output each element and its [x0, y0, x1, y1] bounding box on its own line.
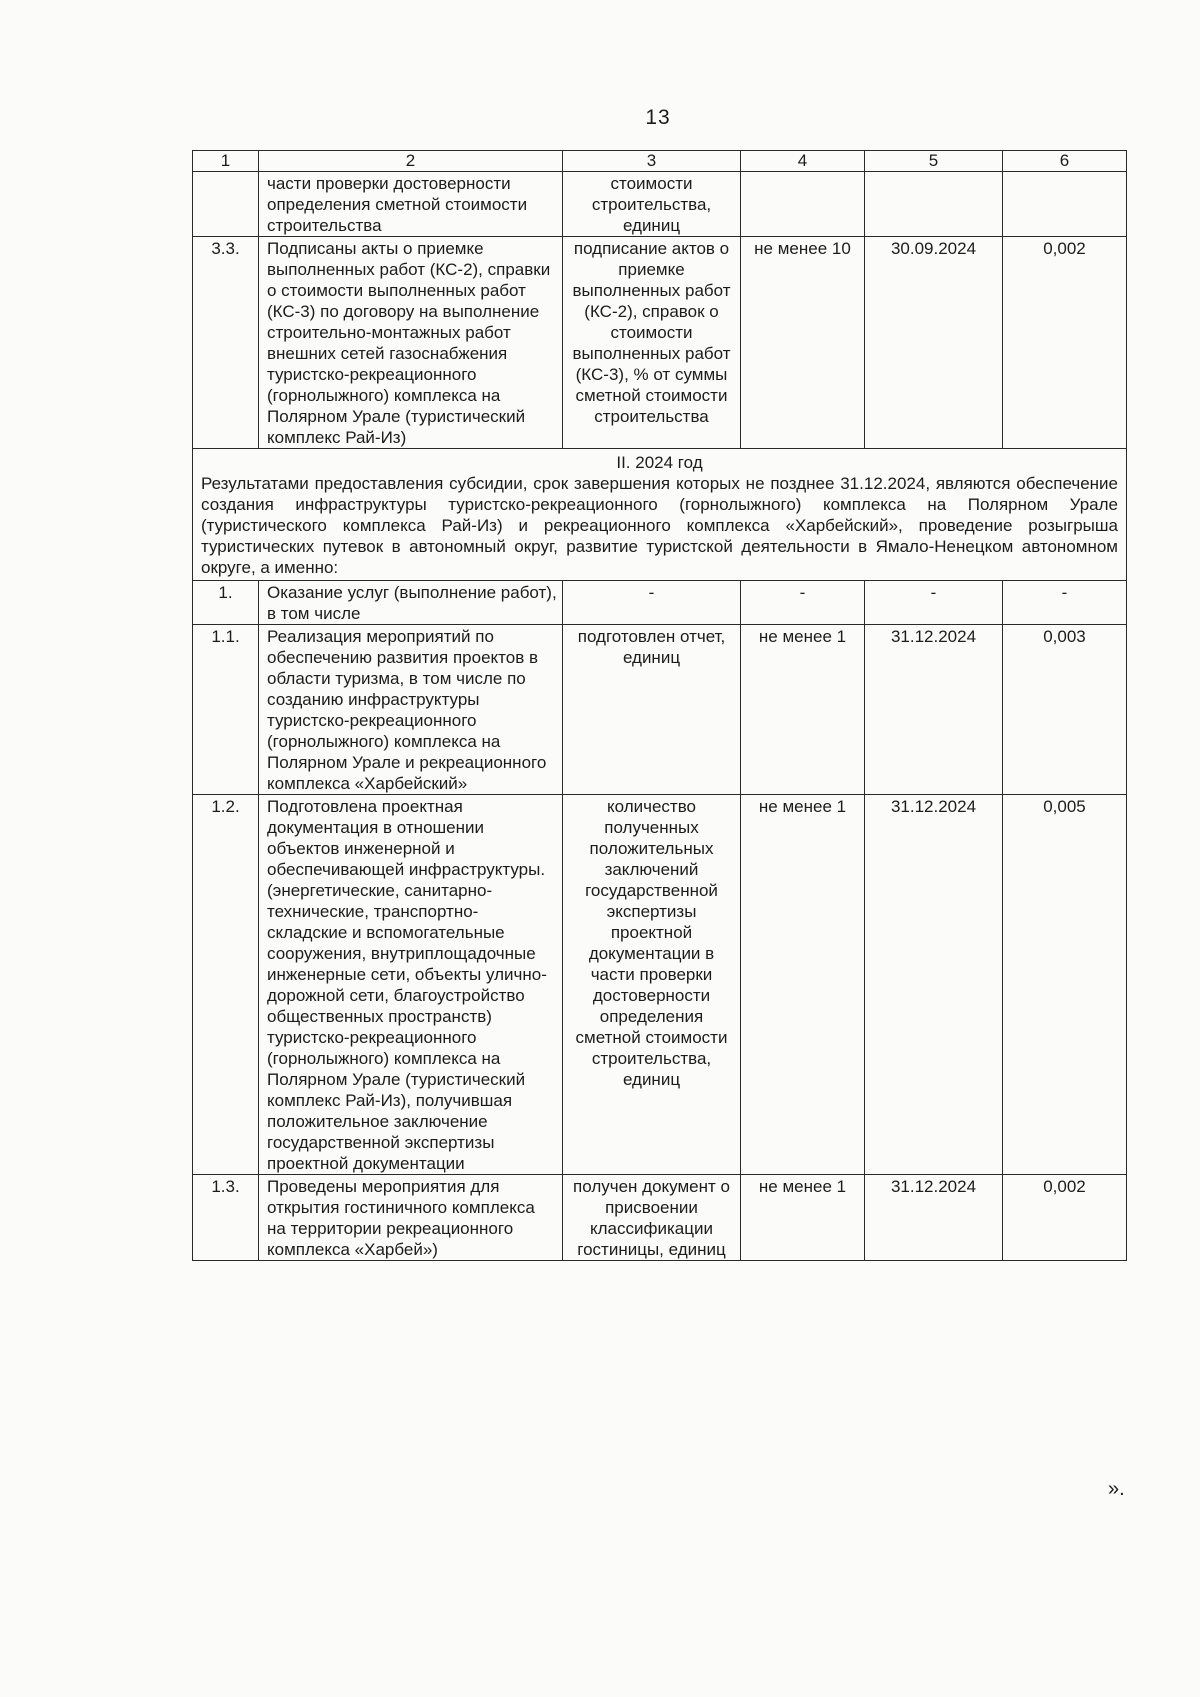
row-number: 1.: [193, 581, 259, 625]
result-text: Подписаны акты о приемке выполненных работ (КС-2), справки о стоимости выполненных работ (КС-3) по договору на выполнение строительно-монтажных работ внешних сетей газоснабжения туристско-рекреационного (горнолыжного) комплекса на Полярном Урале (туристический комплекс Рай-Из): [259, 237, 563, 449]
column-header: 6: [1003, 151, 1127, 172]
target-value: не менее 1: [741, 1175, 865, 1261]
table-row: [193, 237, 1127, 449]
target-value: не менее 10: [741, 237, 865, 449]
weight-value: 0,002: [1003, 1175, 1127, 1261]
weight-value: [1003, 172, 1127, 237]
indicator-text: подписание актов о приемке выполненных работ (КС-2), справок о стоимости выполненных работ (КС-3), % от суммы сметной стоимости строительства: [563, 237, 741, 449]
weight-value: -: [1003, 581, 1127, 625]
target-value: не менее 1: [741, 795, 865, 1175]
row-number: 3.3.: [193, 237, 259, 449]
target-value: [741, 172, 865, 237]
weight-value: 0,002: [1003, 237, 1127, 449]
indicator-text: стоимости строительства, единиц: [563, 172, 741, 237]
deadline-date: 30.09.2024: [865, 237, 1003, 449]
deadline-date: [865, 172, 1003, 237]
table-row: [193, 581, 1127, 625]
weight-value: 0,005: [1003, 795, 1127, 1175]
section-text: Результатами предоставления субсидии, срок завершения которых не позднее 31.12.2024, являются обеспечение создания инфраструктуры туристско-рекреационного (горнолыжного) комплекса на Полярном Урале (туристического комплекса Рай-Из) и рекреационного комплекса «Харбейский», проведение розыгрыша туристических путевок в автономный округ, развитие туристской деятельности в Ямало-Ненецком автономном округе, а именно:: [201, 474, 1118, 577]
section-title: II. 2024 год: [616, 453, 703, 472]
section-cell: [193, 449, 1127, 581]
indicator-text: подготовлен отчет, единиц: [563, 625, 741, 795]
deadline-date: 31.12.2024: [865, 625, 1003, 795]
table-row: [193, 625, 1127, 795]
indicator-text: количество полученных положительных заключений государственной экспертизы проектной документации в части проверки достоверности определения сметной стоимости строительства, единиц: [563, 795, 741, 1175]
column-header: 3: [563, 151, 741, 172]
section-row: [193, 449, 1127, 581]
target-value: не менее 1: [741, 625, 865, 795]
column-header: 5: [865, 151, 1003, 172]
table-row: [193, 795, 1127, 1175]
table-row: [193, 172, 1127, 237]
table-header-row: [193, 151, 1127, 172]
deadline-date: -: [865, 581, 1003, 625]
target-value: -: [741, 581, 865, 625]
closing-quote-mark: ».: [1108, 1478, 1125, 1500]
row-number: 1.1.: [193, 625, 259, 795]
results-table: [192, 150, 1127, 1261]
result-text: Реализация мероприятий по обеспечению развития проектов в области туризма, в том числе по созданию инфраструктуры туристско-рекреационного (горнолыжного) комплекса на Полярном Урале и рекреационного комплекса «Харбейский»: [259, 625, 563, 795]
column-header: 4: [741, 151, 865, 172]
indicator-text: -: [563, 581, 741, 625]
deadline-date: 31.12.2024: [865, 1175, 1003, 1261]
row-number: [193, 172, 259, 237]
row-number: 1.2.: [193, 795, 259, 1175]
table-row: [193, 1175, 1127, 1261]
result-text: Проведены мероприятия для открытия гостиничного комплекса на территории рекреационного комплекса «Харбей»): [259, 1175, 563, 1261]
weight-value: 0,003: [1003, 625, 1127, 795]
result-text: части проверки достоверности определения сметной стоимости строительства: [259, 172, 563, 237]
row-number: 1.3.: [193, 1175, 259, 1261]
result-text: Подготовлена проектная документация в отношении объектов инженерной и обеспечивающей инфраструктуры. (энергетические, санитарно-технические, транспортно-складские и вспомогательные сооружения, внутриплощадочные инженерные сети, объекты улично-дорожной сети, благоустройство общественных пространств) туристско-рекреационного (горнолыжного) комплекса на Полярном Урале (туристический комплекс Рай-Из), получившая положительное заключение государственной экспертизы проектной документации: [259, 795, 563, 1175]
column-header: 1: [193, 151, 259, 172]
column-header: 2: [259, 151, 563, 172]
indicator-text: получен документ о присвоении классификации гостиницы, единиц: [563, 1175, 741, 1261]
deadline-date: 31.12.2024: [865, 795, 1003, 1175]
page-number: 13: [645, 106, 671, 129]
result-text: Оказание услуг (выполнение работ), в том числе: [259, 581, 563, 625]
